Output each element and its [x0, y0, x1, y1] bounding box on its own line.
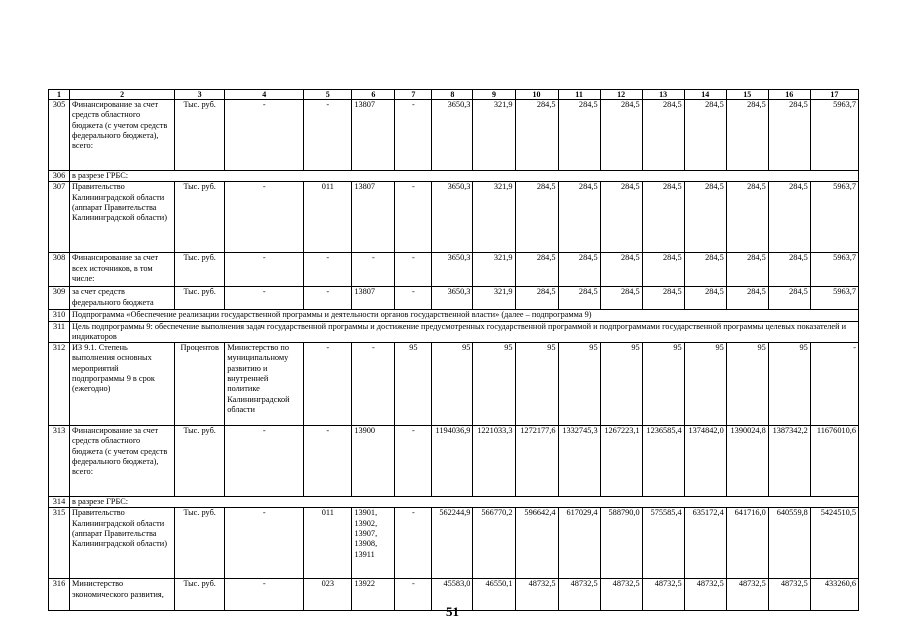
base-value-cell: - — [395, 182, 432, 253]
base-value-cell: - — [395, 426, 432, 497]
responsible-cell: - — [225, 253, 304, 287]
unit-cell: Тыс. руб. — [175, 182, 225, 253]
value-cell: 284,5 — [558, 182, 600, 253]
indicator-name: за счет средств федерального бюджета — [70, 287, 175, 310]
row-number: 315 — [49, 508, 70, 579]
target-code-cell: 13807 — [352, 100, 395, 171]
column-header: 15 — [726, 90, 768, 100]
value-cell: 284,5 — [600, 253, 642, 287]
value-cell: 95 — [684, 343, 726, 426]
responsible-cell: - — [225, 508, 304, 579]
value-cell: 95 — [515, 343, 558, 426]
value-cell: 3650,3 — [432, 287, 473, 310]
target-code-cell: 13922 — [352, 579, 395, 611]
target-code-cell: - — [352, 253, 395, 287]
value-cell: 5963,7 — [810, 182, 858, 253]
value-cell: 48732,5 — [768, 579, 810, 611]
row-number: 310 — [49, 310, 70, 321]
value-cell: 95 — [726, 343, 768, 426]
value-cell: 284,5 — [558, 253, 600, 287]
section-row — [49, 310, 859, 321]
grbs-code-cell: - — [304, 426, 352, 497]
row-number: 306 — [49, 171, 70, 182]
column-header: 13 — [642, 90, 684, 100]
indicator-name: Финансирование за счет средств областного бюджета (с учетом средств федерального бюджета), всего: — [70, 100, 175, 171]
value-cell: 562244,9 — [432, 508, 473, 579]
value-cell: 5424510,5 — [810, 508, 858, 579]
value-cell: 284,5 — [642, 182, 684, 253]
value-cell: 1236585,4 — [642, 426, 684, 497]
row-number: 314 — [49, 497, 70, 508]
value-cell: 46550,1 — [473, 579, 515, 611]
column-header: 8 — [432, 90, 473, 100]
column-header: 6 — [352, 90, 395, 100]
responsible-cell: - — [225, 182, 304, 253]
section-row — [49, 497, 859, 508]
value-cell: 284,5 — [642, 253, 684, 287]
section-row — [49, 171, 859, 182]
value-cell: 321,9 — [473, 287, 515, 310]
grbs-code-cell: 023 — [304, 579, 352, 611]
column-header: 10 — [515, 90, 558, 100]
section-title: в разрезе ГРБС: — [70, 497, 859, 508]
unit-cell: Тыс. руб. — [175, 579, 225, 611]
value-cell: 617029,4 — [558, 508, 600, 579]
value-cell: 48732,5 — [600, 579, 642, 611]
value-cell: 321,9 — [473, 182, 515, 253]
indicator-name: Министерство экономического развития, — [70, 579, 175, 611]
value-cell: 321,9 — [473, 100, 515, 171]
unit-cell: Тыс. руб. — [175, 426, 225, 497]
base-value-cell: - — [395, 579, 432, 611]
section-title: в разрезе ГРБС: — [70, 171, 859, 182]
target-code-cell: 13901, 13902, 13907, 13908, 13911 — [352, 508, 395, 579]
table-row — [49, 182, 859, 253]
value-cell: 321,9 — [473, 253, 515, 287]
header-row — [49, 90, 859, 100]
base-value-cell: - — [395, 100, 432, 171]
unit-cell: Тыс. руб. — [175, 508, 225, 579]
page-number: 51 — [446, 604, 459, 619]
grbs-code-cell: - — [304, 287, 352, 310]
table-row — [49, 100, 859, 171]
value-cell: 48732,5 — [642, 579, 684, 611]
value-cell: 596642,4 — [515, 508, 558, 579]
value-cell: 641716,0 — [726, 508, 768, 579]
grbs-code-cell: - — [304, 343, 352, 426]
column-header: 11 — [558, 90, 600, 100]
value-cell: 284,5 — [642, 100, 684, 171]
value-cell: 284,5 — [768, 182, 810, 253]
value-cell: 95 — [558, 343, 600, 426]
table-row — [49, 343, 859, 426]
value-cell: 284,5 — [768, 253, 810, 287]
indicator-name: Правительство Калининградской области (аппарат Правительства Калининградской области) — [70, 182, 175, 253]
indicator-name: Правительство Калининградской области (аппарат Правительства Калининградской области) — [70, 508, 175, 579]
row-number: 311 — [49, 321, 70, 343]
row-number: 308 — [49, 253, 70, 287]
value-cell: 284,5 — [726, 100, 768, 171]
value-cell: 3650,3 — [432, 182, 473, 253]
value-cell: 95 — [432, 343, 473, 426]
grbs-code-cell: 011 — [304, 508, 352, 579]
value-cell: 284,5 — [768, 100, 810, 171]
value-cell: 5963,7 — [810, 100, 858, 171]
value-cell: 284,5 — [684, 100, 726, 171]
value-cell: 284,5 — [600, 287, 642, 310]
target-code-cell: 13807 — [352, 182, 395, 253]
value-cell: 95 — [600, 343, 642, 426]
responsible-cell: - — [225, 287, 304, 310]
value-cell: 284,5 — [684, 253, 726, 287]
target-code-cell: 13807 — [352, 287, 395, 310]
row-number: 313 — [49, 426, 70, 497]
value-cell: 95 — [473, 343, 515, 426]
value-cell: 48732,5 — [726, 579, 768, 611]
value-cell: 284,5 — [600, 100, 642, 171]
value-cell: 284,5 — [515, 100, 558, 171]
row-number: 312 — [49, 343, 70, 426]
base-value-cell: 95 — [395, 343, 432, 426]
indicator-name: Финансирование за счет всех источников, в том числе: — [70, 253, 175, 287]
column-header: 16 — [768, 90, 810, 100]
value-cell: 1387342,2 — [768, 426, 810, 497]
responsible-cell: Министерство по муниципальному развитию и внутренней политике Калининградской области — [225, 343, 304, 426]
table-row — [49, 508, 859, 579]
value-cell: 95 — [642, 343, 684, 426]
value-cell: 284,5 — [768, 287, 810, 310]
column-header: 12 — [600, 90, 642, 100]
data-table — [48, 89, 859, 611]
value-cell: 284,5 — [515, 287, 558, 310]
base-value-cell: - — [395, 253, 432, 287]
section-title: Цель подпрограммы 9: обеспечение выполнения задач государственной программы и достижение предусмотренных государственной программой и подпрограммами государственной программы целевых показателей и индикаторов — [70, 321, 859, 343]
responsible-cell: - — [225, 426, 304, 497]
value-cell: 1332745,3 — [558, 426, 600, 497]
value-cell: 1374842,0 — [684, 426, 726, 497]
section-row — [49, 321, 859, 343]
responsible-cell: - — [225, 579, 304, 611]
row-number: 305 — [49, 100, 70, 171]
unit-cell: Тыс. руб. — [175, 100, 225, 171]
column-header: 17 — [810, 90, 858, 100]
value-cell: 284,5 — [600, 182, 642, 253]
column-header: 7 — [395, 90, 432, 100]
value-cell: 635172,4 — [684, 508, 726, 579]
value-cell: 284,5 — [684, 287, 726, 310]
row-number: 307 — [49, 182, 70, 253]
value-cell: 284,5 — [515, 253, 558, 287]
value-cell: 284,5 — [558, 100, 600, 171]
table-row — [49, 253, 859, 287]
value-cell: 1272177,6 — [515, 426, 558, 497]
column-header: 1 — [49, 90, 70, 100]
value-cell: 284,5 — [642, 287, 684, 310]
value-cell: 284,5 — [515, 182, 558, 253]
target-code-cell: - — [352, 343, 395, 426]
grbs-code-cell: - — [304, 100, 352, 171]
value-cell: 1194036,9 — [432, 426, 473, 497]
unit-cell: Тыс. руб. — [175, 287, 225, 310]
table-row — [49, 426, 859, 497]
value-cell: 48732,5 — [515, 579, 558, 611]
row-number: 316 — [49, 579, 70, 611]
value-cell: 575585,4 — [642, 508, 684, 579]
base-value-cell: - — [395, 508, 432, 579]
value-cell: 284,5 — [726, 253, 768, 287]
value-cell: 1267223,1 — [600, 426, 642, 497]
unit-cell: Процентов — [175, 343, 225, 426]
indicator-name: ИЗ 9.1. Степень выполнения основных мероприятий подпрограммы 9 в срок (ежегодно) — [70, 343, 175, 426]
value-cell: 284,5 — [726, 287, 768, 310]
target-code-cell: 13900 — [352, 426, 395, 497]
value-cell: 45583,0 — [432, 579, 473, 611]
base-value-cell: - — [395, 287, 432, 310]
section-title: Подпрограмма «Обеспечение реализации государственной программы и деятельности органов государственной власти» (далее – подпрограмма 9) — [70, 310, 859, 321]
value-cell: 11676010,6 — [810, 426, 858, 497]
value-cell: 588790,0 — [600, 508, 642, 579]
unit-cell: Тыс. руб. — [175, 253, 225, 287]
value-cell: 640559,8 — [768, 508, 810, 579]
column-header: 4 — [225, 90, 304, 100]
value-cell: 1221033,3 — [473, 426, 515, 497]
row-number: 309 — [49, 287, 70, 310]
value-cell: 48732,5 — [684, 579, 726, 611]
value-cell: 5963,7 — [810, 287, 858, 310]
column-header: 3 — [175, 90, 225, 100]
value-cell: - — [810, 343, 858, 426]
grbs-code-cell: 011 — [304, 182, 352, 253]
value-cell: 3650,3 — [432, 253, 473, 287]
table-row — [49, 287, 859, 310]
value-cell: 284,5 — [726, 182, 768, 253]
indicator-name: Финансирование за счет средств областного бюджета (с учетом средств федерального бюджета), всего: — [70, 426, 175, 497]
value-cell: 433260,6 — [810, 579, 858, 611]
grbs-code-cell: - — [304, 253, 352, 287]
column-header: 14 — [684, 90, 726, 100]
column-header: 5 — [304, 90, 352, 100]
value-cell: 3650,3 — [432, 100, 473, 171]
column-header: 2 — [70, 90, 175, 100]
value-cell: 1390024,8 — [726, 426, 768, 497]
value-cell: 48732,5 — [558, 579, 600, 611]
responsible-cell: - — [225, 100, 304, 171]
value-cell: 284,5 — [684, 182, 726, 253]
value-cell: 5963,7 — [810, 253, 858, 287]
column-header: 9 — [473, 90, 515, 100]
value-cell: 95 — [768, 343, 810, 426]
value-cell: 566770,2 — [473, 508, 515, 579]
value-cell: 284,5 — [558, 287, 600, 310]
